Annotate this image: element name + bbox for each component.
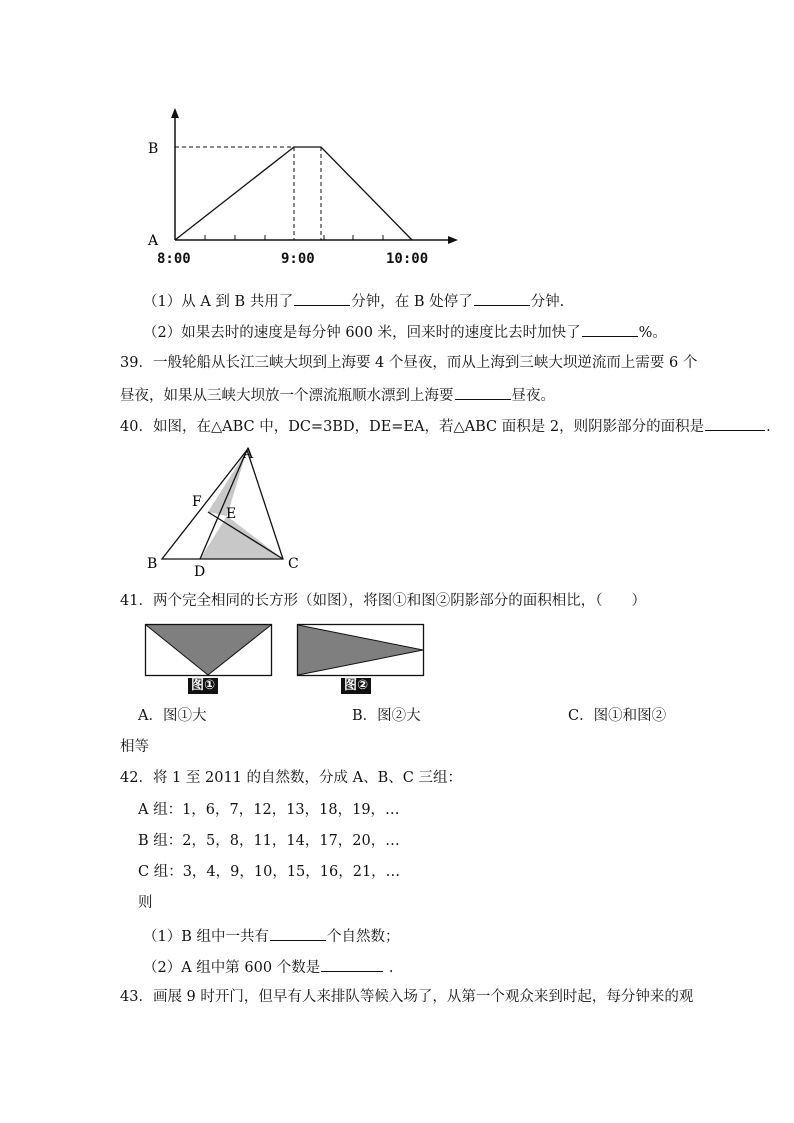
label-a: A — [148, 233, 159, 249]
q38-part2: （2）如果去时的速度是每分钟 600 米，回来时的速度比去时加快了 %。 — [143, 321, 667, 343]
q42-part1: （1）B 组中一共有 个自然数； — [143, 925, 400, 947]
answer-blank[interactable] — [474, 290, 530, 306]
q41-text: 41．两个完全相同的长方形（如图），将图①和图②阴影部分的面积相比，（ ） — [120, 593, 646, 609]
figure2-shaded-triangle — [298, 625, 423, 675]
point-d: D — [194, 564, 206, 580]
option-b[interactable]: B．图②大 — [352, 708, 421, 724]
triangle-figure — [140, 440, 310, 580]
distance-time-graph — [138, 105, 468, 270]
q42-intro: 42．将 1 至 2011 的自然数，分成 A、B、C 三组： — [120, 770, 462, 786]
tick-8-00: 8:00 — [157, 251, 191, 267]
vertex-f: F — [192, 494, 202, 510]
tick-9-00: 9:00 — [281, 251, 315, 267]
tick-10-00: 10:00 — [386, 251, 429, 267]
vertex-b: B — [147, 556, 158, 572]
answer-blank[interactable] — [455, 384, 511, 400]
q43-line1: 43．画展 9 时开门，但早有人来排队等候入场了，从第一个观众来到时起，每分钟来的观 — [120, 989, 694, 1005]
q42-group-b: B 组：2，5，8，11，14，17，20，… — [138, 833, 400, 849]
option-c-continued: 相等 — [120, 739, 149, 755]
figure2-caption: 图② — [341, 678, 371, 694]
q39-line1: 39．一般轮船从长江三峡大坝到上海要 4 个昼夜，而从上海到三峡大坝逆流而上需要 6 个 — [120, 355, 698, 371]
figure1-caption: 图① — [188, 678, 218, 694]
y-axis-arrow — [171, 108, 179, 118]
q42-part2: （2）A 组中第 600 个数是 . — [143, 956, 393, 978]
option-c[interactable]: C．图①和图② — [568, 708, 667, 724]
vertex-a: A — [243, 446, 254, 462]
label-b: B — [148, 141, 159, 157]
vertex-c: C — [288, 556, 299, 572]
rectangle-figure-2 — [296, 623, 426, 678]
answer-blank[interactable] — [294, 290, 350, 306]
q38-part1: （1）从 A 到 B 共用了 分钟，在 B 处停了 分钟. — [143, 290, 564, 312]
answer-blank[interactable] — [705, 415, 765, 431]
answer-blank[interactable] — [582, 321, 638, 337]
q42-group-c: C 组：3，4，9，10，15，16，21，… — [138, 864, 401, 880]
q39-line2: 昼夜，如果从三峡大坝放一个漂流瓶顺水漂到上海要 昼夜。 — [120, 384, 555, 406]
answer-blank[interactable] — [321, 956, 383, 972]
answer-blank[interactable] — [270, 925, 326, 941]
option-a[interactable]: A．图①大 — [138, 708, 207, 724]
x-axis-arrow — [448, 236, 458, 244]
q42-group-a: A 组：1，6，7，12，13，18，19，… — [138, 802, 400, 818]
rectangle-figure-1 — [144, 623, 274, 678]
point-e: E — [226, 506, 237, 522]
figure1-shaded-triangle — [146, 625, 271, 675]
q40-text: 40．如图，在△ABC 中，DC=3BD，DE=EA，若△ABC 面积是 2，则阴影部分的面积是 . — [120, 415, 771, 437]
q42-then: 则 — [138, 895, 153, 911]
